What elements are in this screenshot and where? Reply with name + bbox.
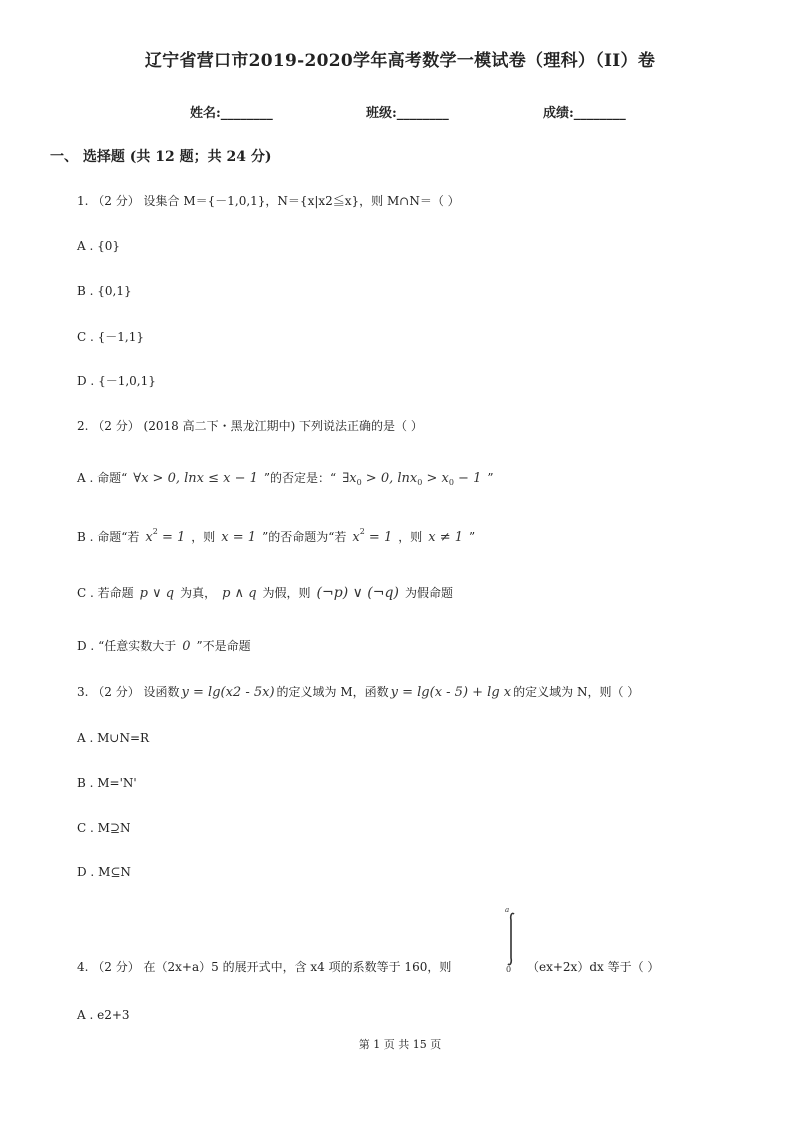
integral-upper-limit: a [505, 906, 510, 914]
question-1-option-a: A . {0} [77, 239, 121, 253]
option-text: 为真， [180, 586, 217, 600]
formula: p ∨ q [139, 586, 175, 601]
question-3-option-a: A . M∪N=R [77, 731, 150, 745]
option-text: C . 若命题 [77, 586, 134, 600]
option-text: A . 命题“ [77, 471, 128, 485]
option-text: B . 命题“若 [77, 530, 140, 544]
page-footer: 第 1 页 共 15 页 [358, 1038, 442, 1051]
question-3-option-b: B . M='N' [77, 776, 137, 790]
name-field-label: 姓名:________ [190, 106, 273, 121]
formula: p ∧ q [222, 586, 257, 601]
option-text: ” [469, 530, 476, 544]
option-text: 为假，则 [262, 586, 311, 600]
stem-text: 的定义域为 M，函数 [276, 685, 389, 699]
option-text: ”的否定是：“ [263, 471, 337, 485]
integral-sign-icon [503, 906, 519, 972]
class-field-label: 班级:________ [366, 106, 449, 121]
formula: 0 [182, 639, 191, 654]
question-1-option-d: D . {－1,0,1} [77, 374, 156, 388]
formula: $\exists x_0 > 0$, $\ln x_0 > x_0 - 1$ [342, 471, 482, 487]
score-field-label: 成绩:________ [543, 106, 626, 121]
option-text: ”的否命题为“若 [262, 530, 347, 544]
section-heading: 一、 选择题 (共 12 题；共 24 分) [50, 149, 272, 165]
option-text: D . “任意实数大于 [77, 639, 177, 653]
question-1-option-b: B . {0,1} [77, 284, 132, 298]
option-text: 为假命题 [404, 586, 453, 600]
option-text: ” [487, 471, 494, 485]
option-text: ，则 [191, 530, 216, 544]
question-3-option-d: D . M⊆N [77, 865, 131, 879]
stem-text: 的定义域为 N，则（ ） [513, 685, 640, 699]
question-1-stem: 1. （2 分） 设集合 M＝{－1,0,1}，N＝{x|x2≦x}，则 M∩N＝（ ） [77, 194, 460, 208]
question-2-stem: 2. （2 分） (2018 高二下・黑龙江期中) 下列说法正确的是（ ） [77, 419, 423, 433]
question-3-option-c: C . M⊇N [77, 821, 131, 835]
formula: y = lg(x2 - 5x) [181, 685, 275, 700]
question-2-option-b [77, 527, 475, 545]
formula: (¬p) ∨ (¬q) [316, 585, 399, 601]
option-text: ，则 [398, 530, 423, 544]
question-4-stem-end: （ex+2x）dx 等于（ ） [527, 960, 660, 974]
question-2-option-d [77, 637, 251, 654]
option-text: ”不是命题 [196, 639, 251, 653]
question-4-option-a: A . e2+3 [77, 1008, 130, 1022]
integral-lower-limit: 0 [506, 965, 512, 972]
formula: x ≠ 1 [428, 530, 463, 545]
question-2-option-c [77, 584, 453, 601]
formula: y = lg(x - 5) + lg x [390, 685, 512, 700]
stem-text: 3. （2 分） 设函数 [77, 685, 180, 699]
formula: $x^2 = 1$ [352, 527, 393, 545]
question-2-option-a [77, 469, 494, 487]
formula: $x^2 = 1$ [145, 527, 186, 545]
page-title: 辽宁省营口市2019-2020学年高考数学一模试卷（理科）（II）卷 [144, 51, 656, 71]
question-4-stem-start: 4. （2 分） 在（2x+a）5 的展开式中，含 x4 项的系数等于 160，则 [77, 960, 452, 974]
formula: x = 1 [221, 530, 257, 545]
question-1-option-c: C . {－1,1} [77, 330, 144, 344]
question-3-stem [77, 683, 639, 700]
formula: ∀x > 0, lnx ≤ x − 1 [133, 471, 258, 486]
